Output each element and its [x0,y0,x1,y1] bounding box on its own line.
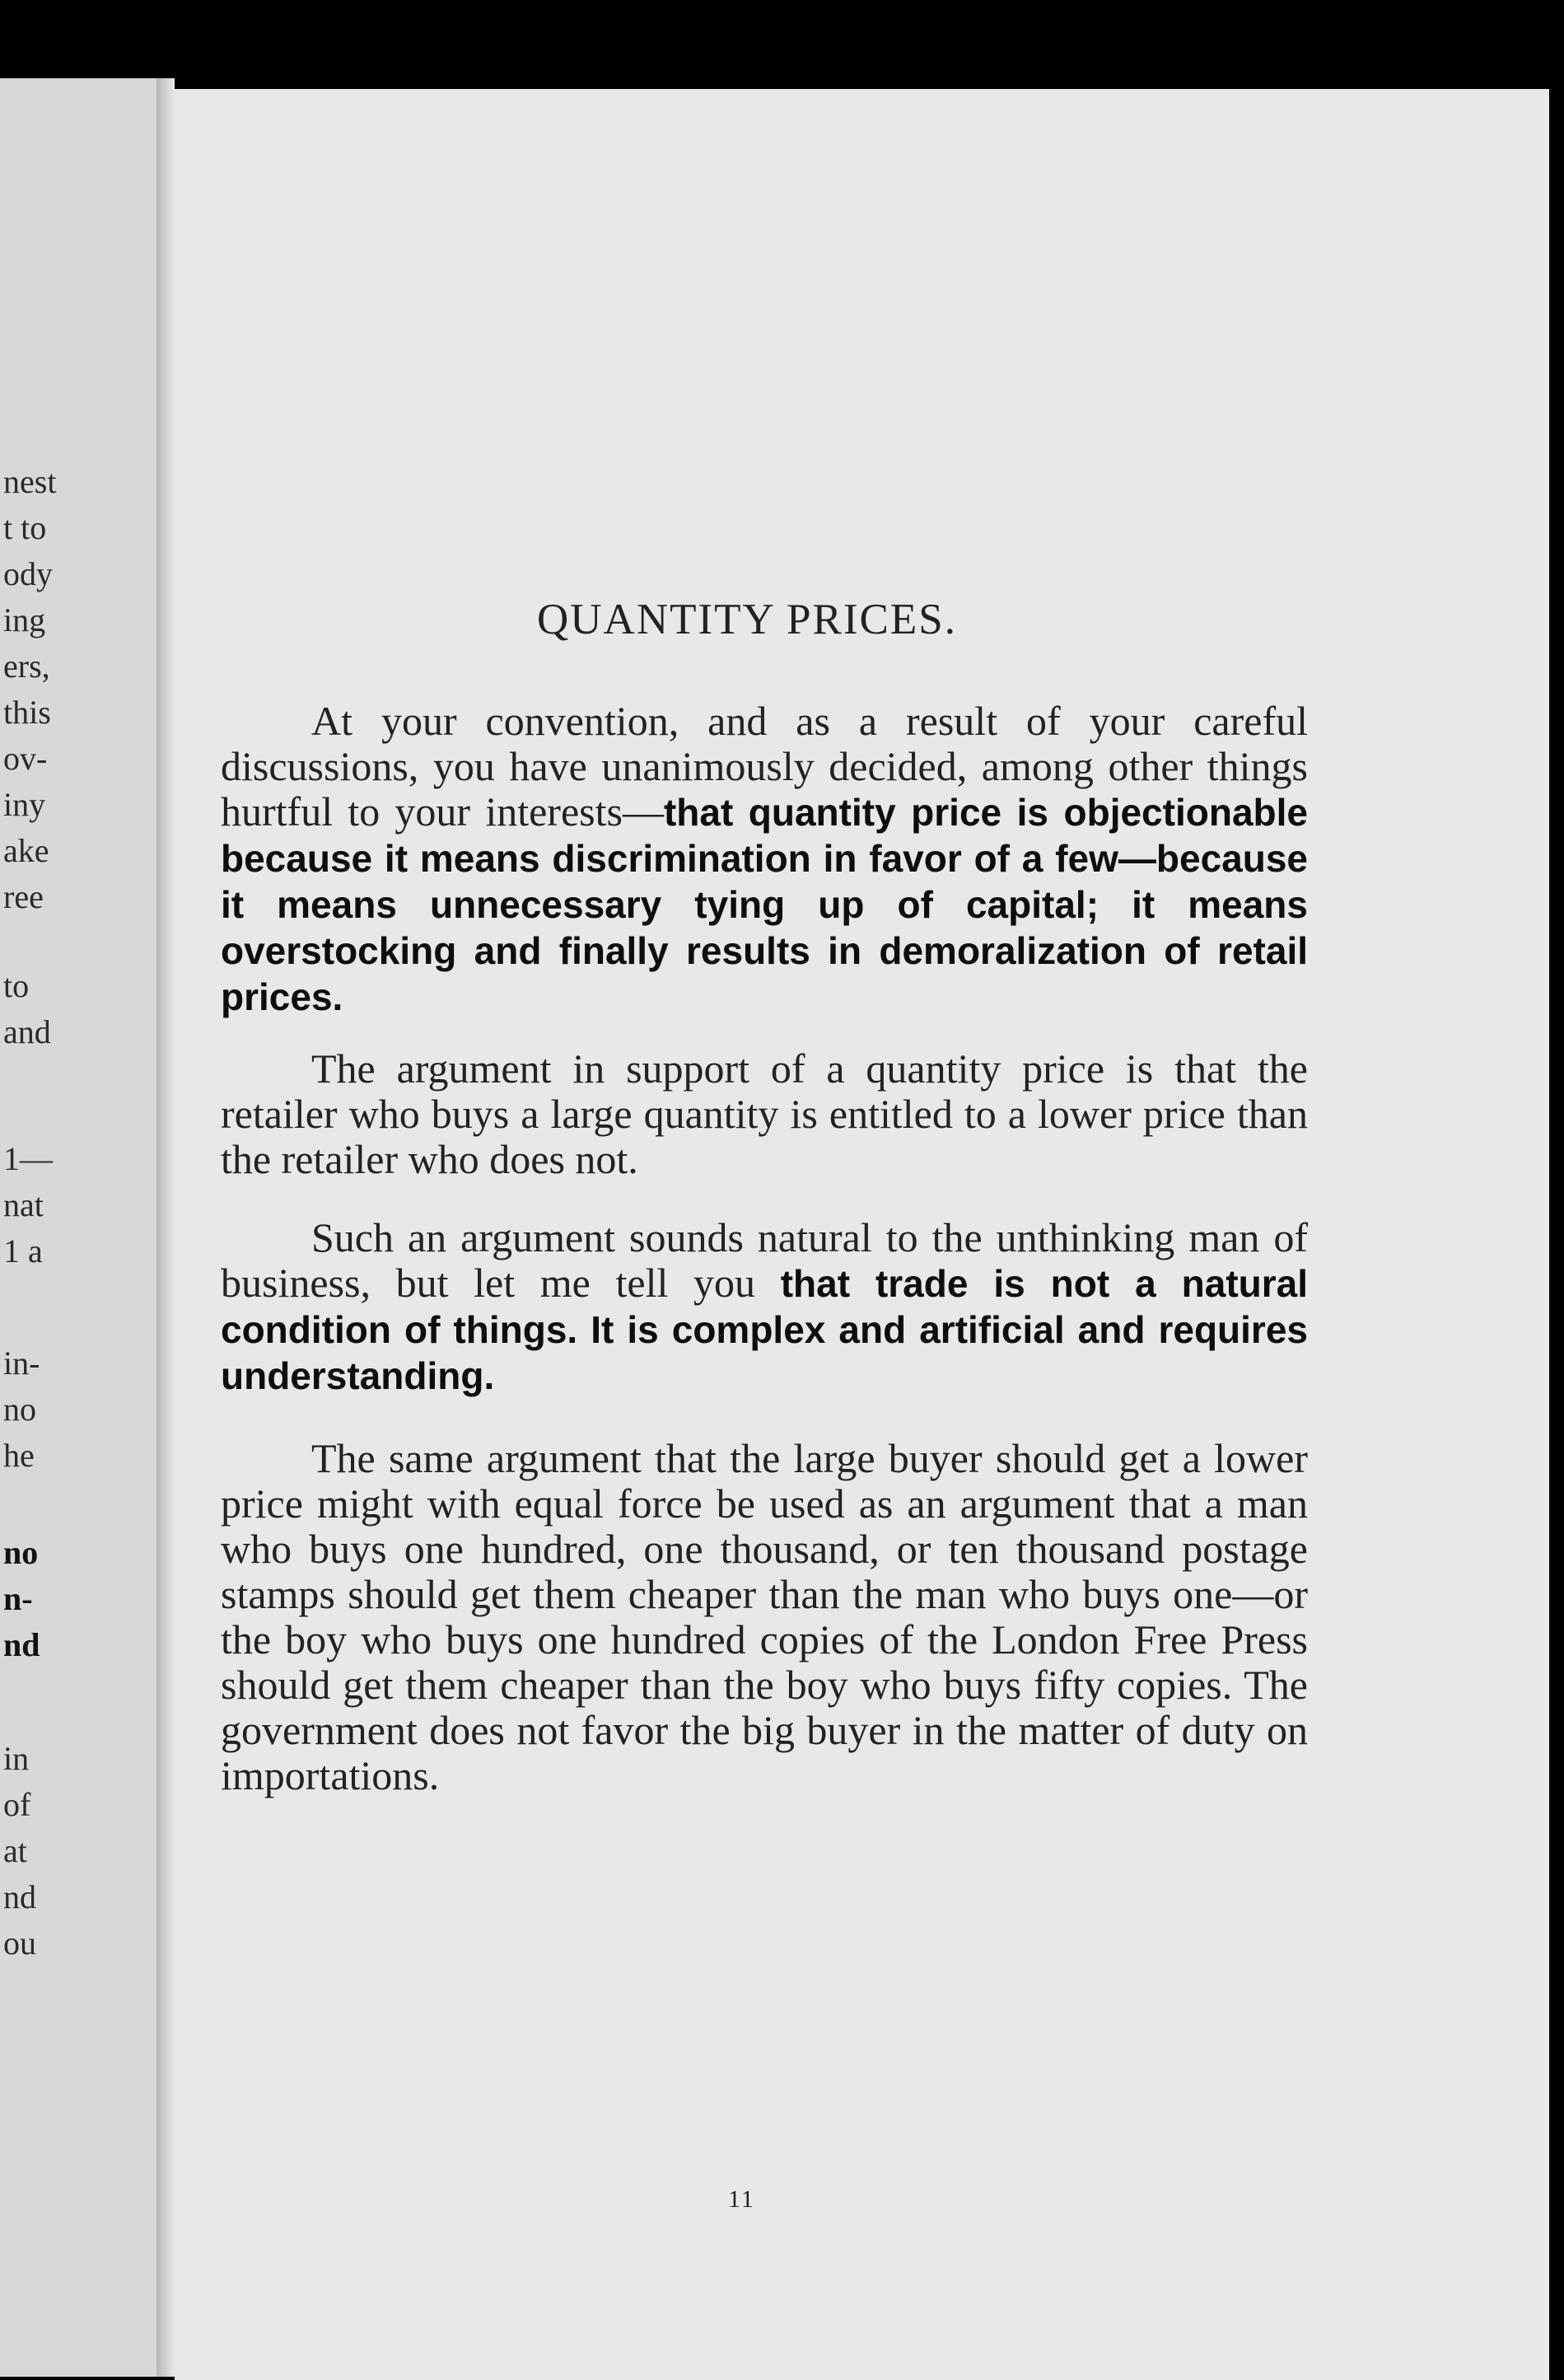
left-page-fragment: at [3,1832,27,1869]
paragraph-text: Such an argument sounds natural to the unthinking man of business, but let me tell you [221,1214,1308,1306]
left-page-fragment: ers, [3,648,50,685]
paragraph-text: The same argument that the large buyer should get a lower price might with equal force be used as an argument that a man who buys one hundred, one thousand, or ten thousand postage stamps should get them cheaper than the man who buys one—or the boy who buys one hundred copies of the London Free Press should get them cheaper than the boy who buys fifty copies. The government does not favor the big buyer in the matter of duty on importations. [221,1435,1308,1798]
left-page-fragment: 1 a [3,1232,43,1269]
left-page-fragment: this [3,694,51,731]
left-page-fragment: 1— [3,1140,53,1177]
left-page-fragment: ody [3,555,53,592]
left-page-fragment: no [3,1391,36,1428]
left-page-fragment: ree [3,878,44,915]
paragraph [221,699,1308,1020]
paragraph [221,1215,1308,1399]
left-page-fragment: to [3,967,30,1004]
left-page-fragment: ing [3,601,46,638]
paragraph-text: At your convention, and as a result of your careful discussions, you have unanimously decided, among other things hurtful to your interests— [221,698,1308,835]
paragraph [221,1046,1308,1182]
paragraph-emphasis: that quantity price is objectionable because it means discrimination in favor of a few—because it means unnecessary tying up of capital; it means overstocking and finally results in demoralization of retail prices. [221,791,1308,1018]
left-page-fragment: nat [3,1186,44,1223]
book-gutter [156,78,175,2377]
left-page-fragment: nd [3,1626,40,1663]
left-page-fragment: nest [3,463,57,500]
paragraph-text: The argument in support of a quantity price is that the retailer who buys a large quantity is entitled to a lower price than the retailer who does not. [221,1045,1308,1182]
paragraph [221,1436,1308,1798]
left-page-fragment: nd [3,1878,36,1915]
left-page-fragment: in [3,1740,30,1777]
left-page-fragment: t to [3,509,47,546]
left-page-fragment: of [3,1786,31,1823]
left-page-remnant [0,78,156,2377]
left-page-fragment: no [3,1534,39,1571]
page-title: QUANTITY PRICES. [537,596,957,643]
left-page-fragment: he [3,1437,35,1474]
paragraph-emphasis: that trade is not a natural condition of things. It is complex and artificial and requires understanding. [221,1262,1308,1397]
left-page-fragment: ou [3,1924,36,1962]
left-page-fragment: n- [3,1580,33,1617]
left-page-fragment: ov- [3,740,48,777]
right-page [175,89,1549,2380]
left-page-fragment: and [3,1013,51,1050]
left-page-fragment: ake [3,832,49,869]
left-page-fragment: iny [3,786,46,823]
page-number: 11 [728,2186,755,2213]
left-page-fragment: in- [3,1344,40,1382]
